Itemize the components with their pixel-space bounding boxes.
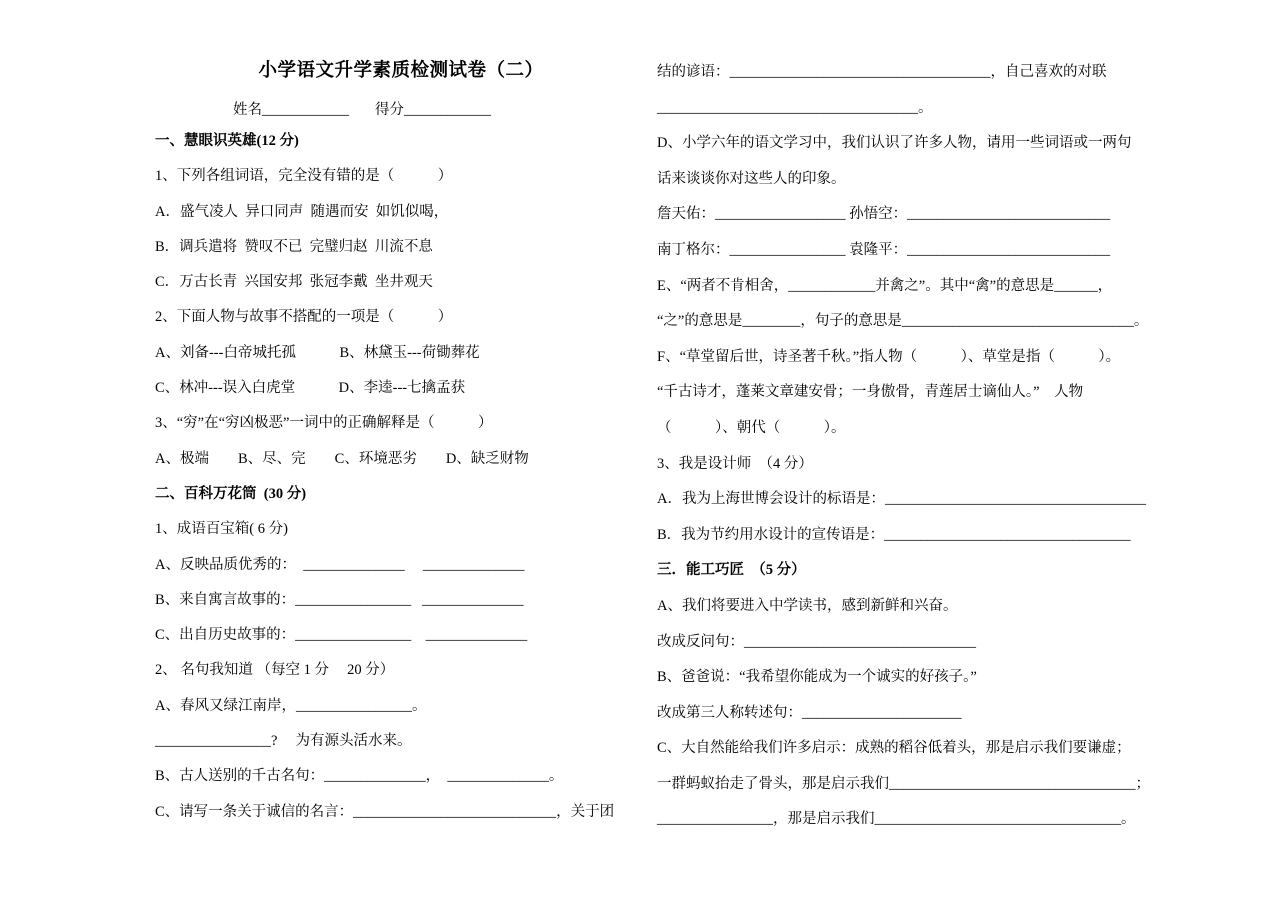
score-label: 得分 xyxy=(375,102,404,118)
fill-blank-line: “之”的意思是________，句子的意思是________________________________。 xyxy=(657,313,1149,330)
section-1-heading: 一、慧眼识英雄(12 分) xyxy=(155,133,299,149)
fill-blank-line: ________________? 为有源头活水来。 xyxy=(155,733,412,750)
exam-line: 2、下面人物与故事不搭配的一项是（ ） xyxy=(155,309,453,326)
fill-blank-line: 南丁格尔：________________ 袁隆平：____________________________ xyxy=(657,241,1111,258)
section-3-heading: 三．能工巧匠 （5 分） xyxy=(657,562,806,579)
fill-blank-line: C、请写一条关于诚信的名言：____________________________，关于团 xyxy=(155,803,615,820)
fill-blank-line: B．我为节约用水设计的宣传语是：__________________________________ xyxy=(657,526,1131,543)
exam-line: 3、我是设计师 （4 分） xyxy=(657,455,813,472)
exam-line: B．调兵遣将 赞叹不已 完璧归赵 川流不息 xyxy=(155,238,433,255)
exam-line: 2、 名句我知道 （每空 1 分 20 分） xyxy=(155,662,395,679)
name-blank: ____________ xyxy=(262,102,349,118)
exam-line: 1、下列各组词语，完全没有错的是（ ） xyxy=(155,168,453,185)
exam-line: F、“草堂留后世，诗圣著千秋。”指人物（ ）、草堂是指（ ）。 xyxy=(657,348,1121,365)
fill-blank-line: A．我为上海世博会设计的标语是：____________________________________ xyxy=(657,491,1146,508)
name-label: 姓名 xyxy=(233,102,262,118)
exam-line: C．万古长青 兴国安邦 张冠李戴 坐井观天 xyxy=(155,274,433,291)
exam-line: A、刘备---白帝城托孤 B、林黛玉---荷锄葬花 xyxy=(155,344,480,361)
fill-blank-line: ________________，那是启示我们__________________________________。 xyxy=(657,811,1136,828)
page-title: 小学语文升学素质检测试卷（二） xyxy=(258,61,544,81)
exam-line: A、极端 B、尽、完 C、环境恶劣 D、缺乏财物 xyxy=(155,450,529,467)
fill-blank-line: B、古人送别的千古名句：______________， ______________。 xyxy=(155,768,564,785)
fill-blank-line: 一群蚂蚁抬走了骨头，那是启示我们__________________________________； xyxy=(657,775,1150,792)
name-score-line xyxy=(233,98,491,119)
section-2-heading: 二、百科万花筒 (30 分) xyxy=(155,485,307,502)
exam-line: C、大自然能给我们许多启示：成熟的稻谷低着头，那是启示我们要谦虚； xyxy=(657,740,1131,757)
fill-blank-line: B、来自寓言故事的：________________ ______________ xyxy=(155,591,524,608)
exam-line: B、爸爸说：“我希望你能成为一个诚实的好孩子。” xyxy=(657,669,977,686)
exam-line: D、小学六年的语文学习中，我们认识了许多人物，请用一些词语或一两句 xyxy=(657,135,1132,152)
fill-blank-line: E、“两者不肯相舍，____________并禽之”。其中“禽”的意思是______， xyxy=(657,277,1113,294)
fill-blank-line: A、反映品质优秀的： ______________ ______________ xyxy=(155,556,525,573)
exam-line: A、我们将要进入中学读书，感到新鲜和兴奋。 xyxy=(657,597,958,614)
exam-line: A．盛气凌人 异口同声 随遇而安 如饥似喝， xyxy=(155,203,449,220)
left-column xyxy=(155,124,655,830)
fill-blank-line: 改成反问句：________________________________ xyxy=(657,633,976,650)
fill-blank-line: 结的谚语：____________________________________，自己喜欢的对联 xyxy=(657,64,1107,80)
right-column xyxy=(657,55,1157,838)
exam-line: “千古诗才，蓬莱文章建安骨；一身傲骨，青莲居士谪仙人。” 人物 xyxy=(657,384,1084,401)
score-blank: ____________ xyxy=(404,102,491,118)
exam-line: （ ）、朝代（ ）。 xyxy=(657,419,846,436)
exam-line: C、林冲---误入白虎堂 D、李逵---七擒孟获 xyxy=(155,380,466,397)
fill-blank-line: 詹天佑：__________________ 孙悟空：____________________________ xyxy=(657,206,1111,223)
fill-blank-line: ____________________________________。 xyxy=(657,99,933,116)
fill-blank-line: A、春风又绿江南岸，________________。 xyxy=(155,697,427,714)
exam-line: 3、“穷”在“穷凶极恶”一词中的正确解释是（ ） xyxy=(155,415,493,432)
fill-blank-line: 改成第三人称转述句：______________________ xyxy=(657,704,962,721)
exam-line: 话来谈谈你对这些人的印象。 xyxy=(657,170,846,187)
exam-line: 1、成语百宝箱( 6 分) xyxy=(155,521,288,538)
fill-blank-line: C、出自历史故事的：________________ ______________ xyxy=(155,627,528,644)
